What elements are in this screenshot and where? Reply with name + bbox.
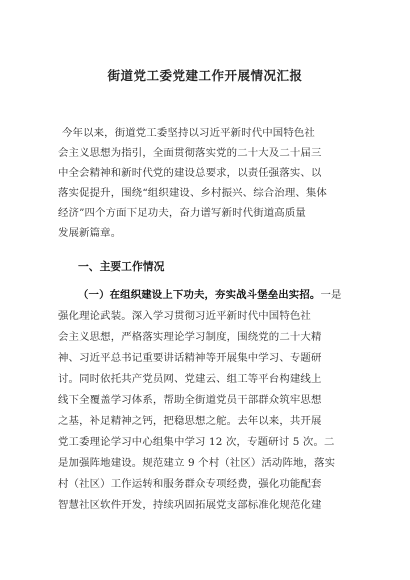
body-line: 党工委理论学习中心组集中学习 12 次，专题研讨 5 次。二	[58, 436, 335, 448]
body-line: 强化理论武装。深入学习贯彻习近平新时代中国特色社	[58, 310, 311, 322]
body-line: 村（社区）工作运转和服务群众专项经费，强化功能配套	[58, 478, 322, 490]
body-line: 线下全覆盖学习体系，帮助全街道党员干部群众筑牢思想	[58, 394, 322, 406]
body-line: 之基，补足精神之钙，把稳思想之舵。去年以来，共开展	[58, 415, 322, 427]
intro-line: 经济”四个方面下足功夫，奋力谱写新时代街道高质量	[58, 207, 306, 219]
subheading-bold: （一）在组织建设上下功夫，夯实战斗堡垒出实招。	[78, 289, 321, 301]
intro-line: 今年以来，街道党工委坚持以习近平新时代中国特色社	[62, 127, 315, 139]
subheading-rest: 一是	[320, 289, 342, 301]
document-title: 街道党工委党建工作开展情况汇报	[107, 68, 303, 83]
intro-line: 会主义思想为指引，全面贯彻落实党的二十大及二十届三	[58, 147, 322, 159]
body-line: 会主义思想，严格落实理论学习制度，围绕党的二十大精	[58, 331, 322, 343]
body-line: 讨。同时依托共产党员网、党建云、组工等平台构建线上	[58, 373, 322, 385]
body-line: 神、习近平总书记重要讲话精神等开展集中学习、专题研	[58, 352, 322, 364]
section-heading: 一、主要工作情况	[78, 260, 165, 273]
intro-line: 中全会精神和新时代党的建设总要求，以责任强落实、以	[58, 167, 322, 179]
intro-line: 落实促提升，围绕“组织建设、乡村振兴、综合治理、集体	[58, 187, 327, 199]
subheading-line	[78, 288, 368, 302]
body-line: 智慧社区软件开发，持续巩固拓展党支部标准化规范化建	[58, 499, 322, 511]
intro-line: 发展新篇章。	[58, 227, 122, 239]
body-line: 是加强阵地建设。规范建立 9 个村（社区）活动阵地，落实	[58, 457, 336, 469]
